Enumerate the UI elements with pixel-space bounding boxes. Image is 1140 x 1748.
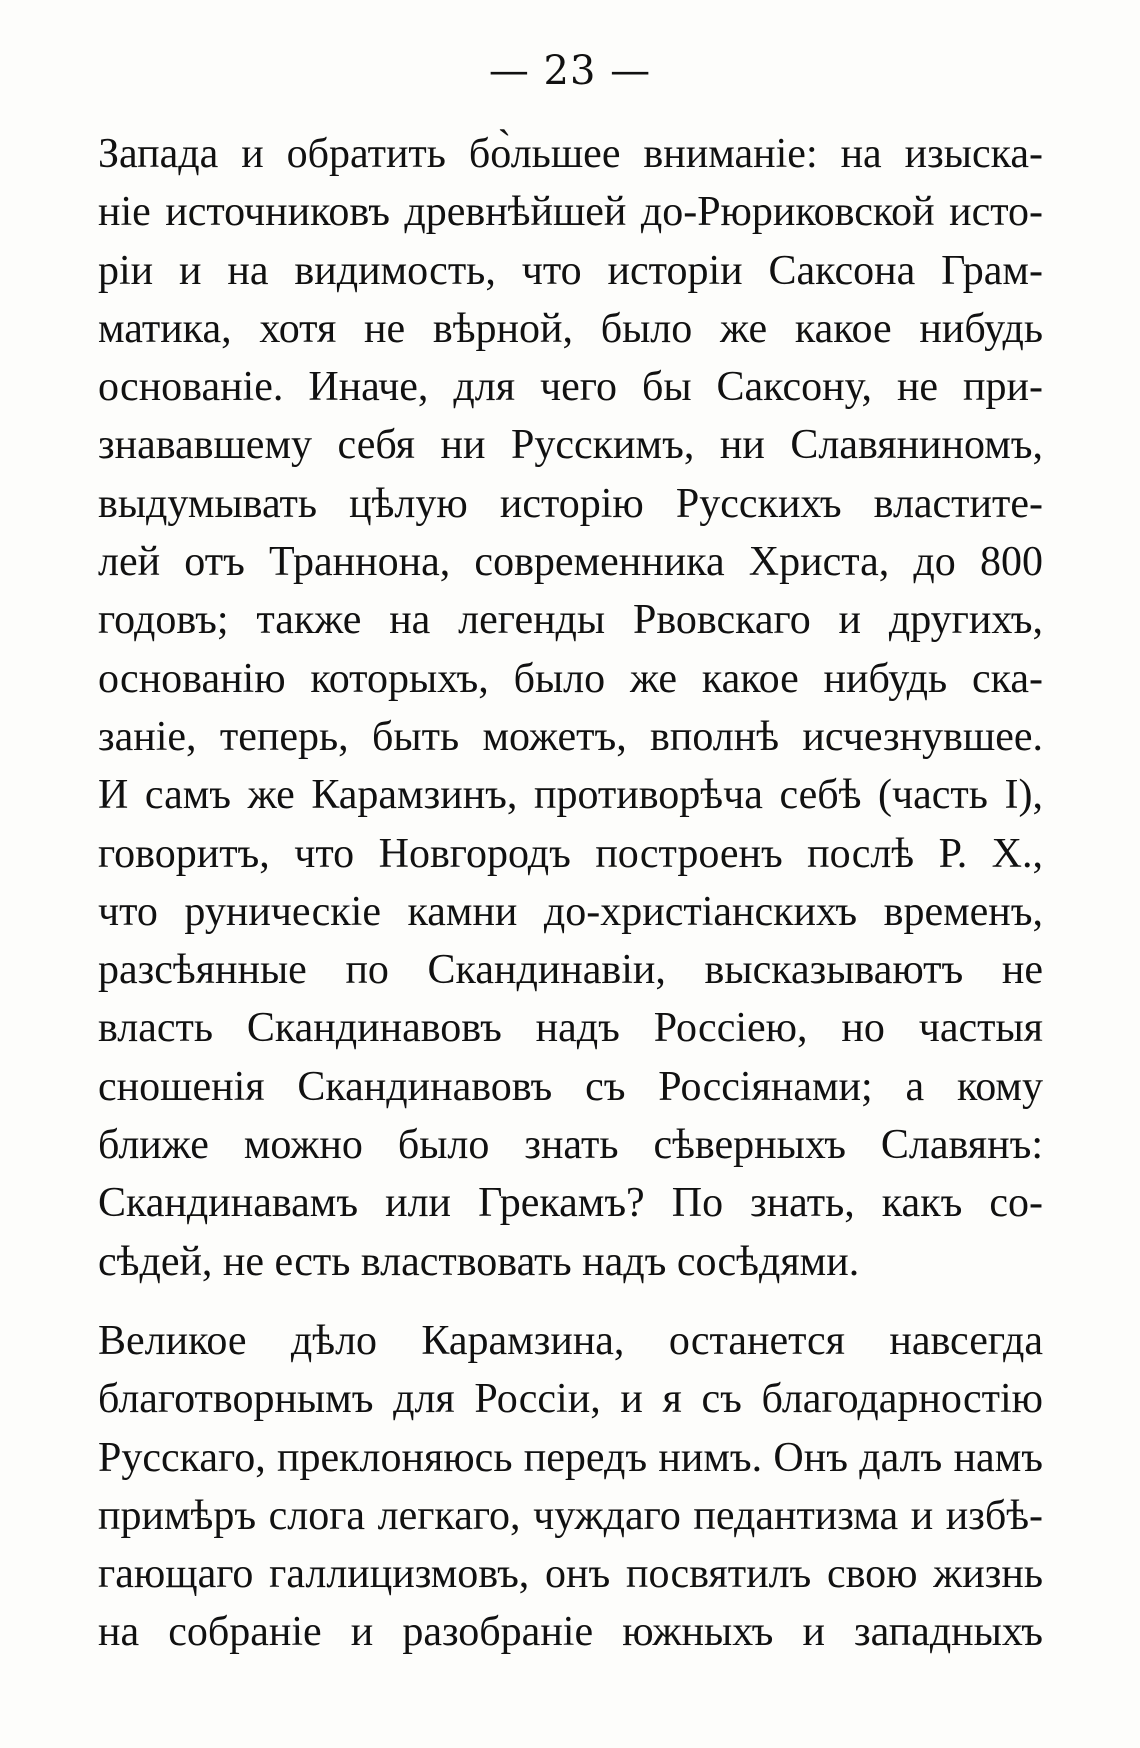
text-line: примѣръ слога легкаго, чуждаго педантизма и избѣ- (98, 1492, 1043, 1539)
text-line: что руническіе камни до-христіанскихъ временъ, (98, 888, 1043, 935)
text-line: говоритъ, что Новгородъ построенъ послѣ Р. Х., (98, 830, 1043, 877)
paragraph-1 (98, 125, 1043, 1291)
text-line: основанію которыхъ, было же какое нибудь ска- (98, 655, 1043, 702)
text-line: годовъ; также на легенды Рвовскаго и другихъ, (98, 597, 1043, 644)
text-line: ріи и на видимость, что исторіи Саксона Грам- (98, 247, 1043, 294)
text-line: гающаго галлицизмовъ, онъ посвятилъ свою жизнь (98, 1551, 1043, 1598)
text-line: на собраніе и разобраніе южныхъ и западныхъ (98, 1609, 1043, 1656)
text-line: Запада и обратить бо̀льшее вниманіе: на изыска- (98, 131, 1043, 177)
text-line: ближе можно было знать сѣверныхъ Славянъ: (98, 1122, 1043, 1169)
text-line: матика, хотя не вѣрной, было же какое нибудь (98, 305, 1043, 352)
text-line: лей отъ Траннона, современника Христа, до 800 (98, 539, 1043, 586)
text-line: власть Скандинавовъ надъ Россіею, но частыя (98, 1005, 1043, 1052)
page-number: — 23 — (488, 48, 652, 94)
text-line: Великое дѣло Карамзина, останется навсегда (98, 1318, 1043, 1364)
text-line: Скандинавамъ или Грекамъ? По знать, какъ со- (98, 1180, 1043, 1227)
text-line: заніе, теперь, быть можетъ, вполнѣ исчезнувшее. (98, 713, 1043, 760)
text-line: ніе источниковъ древнѣйшей до-Рюриковской исто- (98, 189, 1043, 236)
text-line: сѣдей, не есть властвовать надъ сосѣдями. (98, 1238, 860, 1285)
text-line: И самъ же Карамзинъ, противорѣча себѣ (часть I), (98, 772, 1043, 819)
text-line: знававшему себя ни Русскимъ, ни Славяниномъ, (98, 422, 1043, 469)
text-line: сношенія Скандинавовъ съ Россіянами; а кому (98, 1063, 1043, 1110)
paragraph-2 (98, 1312, 1043, 1662)
text-line: благотворнымъ для Россіи, и я съ благодарностію (98, 1376, 1043, 1423)
text-line: основаніе. Иначе, для чего бы Саксону, не при- (98, 364, 1043, 411)
text-line: разсѣянные по Скандинавіи, высказываютъ не (98, 947, 1043, 994)
text-line: Русскаго, преклоняюсь передъ нимъ. Онъ далъ намъ (98, 1434, 1043, 1481)
text-line: выдумывать цѣлую исторію Русскихъ властите- (98, 480, 1043, 527)
